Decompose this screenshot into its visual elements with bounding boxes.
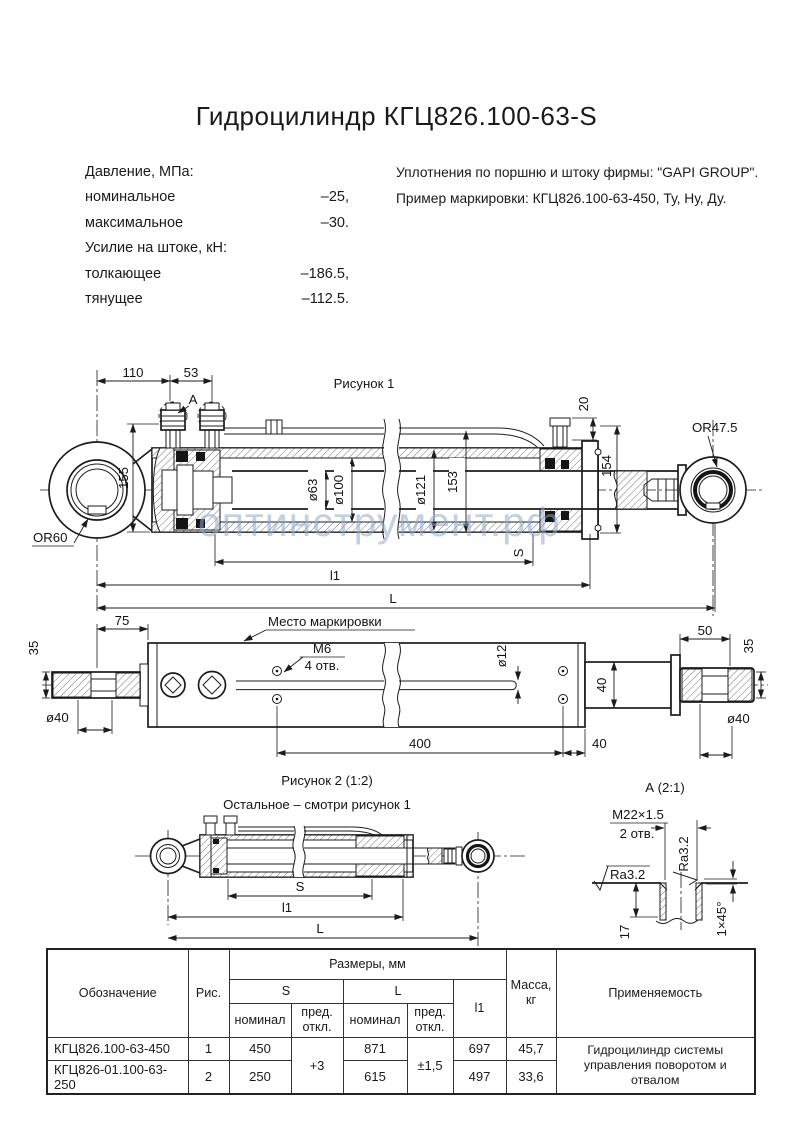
cell-l-nominal: 615 xyxy=(343,1060,407,1094)
dim-35-right: 35 xyxy=(741,638,756,654)
figure2-caption: Рисунок 2 (1:2) xyxy=(281,773,373,788)
dim-400: 400 xyxy=(408,736,432,751)
dim-50: 50 xyxy=(697,623,713,638)
cell-designation: КГЦ826.100-63-450 xyxy=(47,1037,188,1060)
detail-a-caption: А (2:1) xyxy=(645,780,685,795)
page-title: Гидроцилиндр КГЦ826.100-63-S xyxy=(195,101,598,132)
col-l-deviation: пред. откл. xyxy=(407,1003,453,1037)
spec-label: толкающее xyxy=(85,265,162,282)
figure1-caption: Рисунок 1 xyxy=(333,376,395,391)
dim-20: 20 xyxy=(576,396,591,412)
cell-s-nominal: 450 xyxy=(229,1037,291,1060)
col-application: Применяемость xyxy=(556,949,755,1037)
col-fig: Рис. xyxy=(188,949,229,1037)
dim-155: 155 xyxy=(116,466,131,490)
detail-a-callout: А xyxy=(188,392,198,407)
roughness-left xyxy=(594,866,650,890)
col-s-nominal: номинал xyxy=(229,1003,291,1037)
dim-chamfer: 1×45° xyxy=(714,901,729,937)
thread-spec: M22×1.5 xyxy=(612,807,664,822)
note-seals: Уплотнения по поршню и штоку фирмы: "GAPI GROUP". xyxy=(396,165,759,180)
spec-value: –30. xyxy=(320,214,349,231)
dim-40-vertical: 40 xyxy=(594,677,609,693)
spec-label: тянущее xyxy=(85,291,143,308)
cell-application: Гидроцилиндр системы управления поворотом и отвалом xyxy=(556,1037,755,1094)
col-s-deviation: пред. откл. xyxy=(291,1003,343,1037)
cell-l-nominal: 871 xyxy=(343,1037,407,1060)
dim-dia12: ø12 xyxy=(494,644,509,668)
holes-count: 2 отв. xyxy=(619,826,655,841)
dim-17: 17 xyxy=(617,924,632,940)
dim-or47-5: OR47.5 xyxy=(692,420,738,435)
svg-text:Ra3.2: Ra3.2 xyxy=(610,867,646,882)
spec-label: номинальное xyxy=(85,189,176,206)
cell-mass: 33,6 xyxy=(506,1060,556,1094)
dim-154: 154 xyxy=(599,454,614,478)
spec-value: –186.5, xyxy=(300,265,349,282)
figure2-note: Остальное – смотри рисунок 1 xyxy=(223,797,411,812)
oil-ports xyxy=(159,402,570,448)
col-mass: Масса, кг xyxy=(506,949,556,1037)
figure2-dimensions xyxy=(168,879,478,938)
cell-l-deviation: ±1,5 xyxy=(407,1037,453,1094)
cell-s-deviation: +3 xyxy=(291,1037,343,1094)
dim-l-fig2: L xyxy=(316,921,324,936)
table-row xyxy=(47,1037,755,1060)
dim-dia100: ø100 xyxy=(331,474,346,506)
dim-stroke-s: S xyxy=(511,548,526,558)
col-l: L xyxy=(343,979,453,1003)
cell-designation: КГЦ826-01.100-63-250 xyxy=(47,1060,188,1094)
col-designation: Обозначение xyxy=(47,949,188,1037)
dim-or60: OR60 xyxy=(33,530,68,545)
figure2-drawing xyxy=(135,773,525,946)
cell-s-nominal: 250 xyxy=(229,1060,291,1094)
dim-l1: l1 xyxy=(329,568,341,583)
dim-dia40-left: ø40 xyxy=(46,710,69,725)
figure1-top-view xyxy=(26,613,768,759)
dim-dia63: ø63 xyxy=(305,478,320,502)
col-l1: l1 xyxy=(453,979,506,1037)
size-table xyxy=(46,948,756,1095)
cell-fig: 2 xyxy=(188,1060,229,1094)
detail-a xyxy=(592,780,748,939)
col-l-nominal: номинал xyxy=(343,1003,407,1037)
cell-l1: 497 xyxy=(453,1060,506,1094)
cell-l1: 697 xyxy=(453,1037,506,1060)
watermark: оптинструмент.рф xyxy=(198,499,561,545)
spec-value: –112.5. xyxy=(301,291,349,308)
dim-dia121: ø121 xyxy=(413,474,428,506)
spec-value: –25, xyxy=(320,189,349,206)
col-s: S xyxy=(229,979,343,1003)
dim-40-horizontal: 40 xyxy=(592,736,607,751)
dim-110: 110 xyxy=(122,365,144,380)
dim-l1-fig2: l1 xyxy=(281,900,293,915)
marking-place-label: Место маркировки xyxy=(268,614,382,629)
figure1-side-view xyxy=(32,365,762,616)
dim-35-left: 35 xyxy=(26,640,41,656)
table-header-row xyxy=(47,949,755,979)
dim-m6: М6 xyxy=(312,641,332,656)
spec-label: максимальное xyxy=(85,214,184,231)
roughness-top xyxy=(673,836,697,885)
dim-s-fig2: S xyxy=(295,879,305,894)
svg-text:Ra3.2: Ra3.2 xyxy=(676,836,691,872)
dim-m6-holes: 4 отв. xyxy=(304,658,340,673)
col-sizes: Размеры, мм xyxy=(229,949,506,979)
dim-dia40-right: ø40 xyxy=(727,711,750,726)
rod-eye xyxy=(680,457,746,523)
dim-l: L xyxy=(389,591,397,606)
note-marking-example: Пример маркировки: КГЦ826.100-63-450, Ту, Ну, Ду. xyxy=(396,191,727,206)
spec-pressure-header: Давление, МПа: xyxy=(85,164,194,180)
dim-53: 53 xyxy=(183,365,199,380)
dim-153: 153 xyxy=(445,470,460,494)
cell-mass: 45,7 xyxy=(506,1037,556,1060)
rear-eye xyxy=(49,442,152,538)
spec-force-header: Усилие на штоке, кН: xyxy=(85,240,227,257)
cell-fig: 1 xyxy=(188,1037,229,1060)
dim-75: 75 xyxy=(114,613,130,628)
